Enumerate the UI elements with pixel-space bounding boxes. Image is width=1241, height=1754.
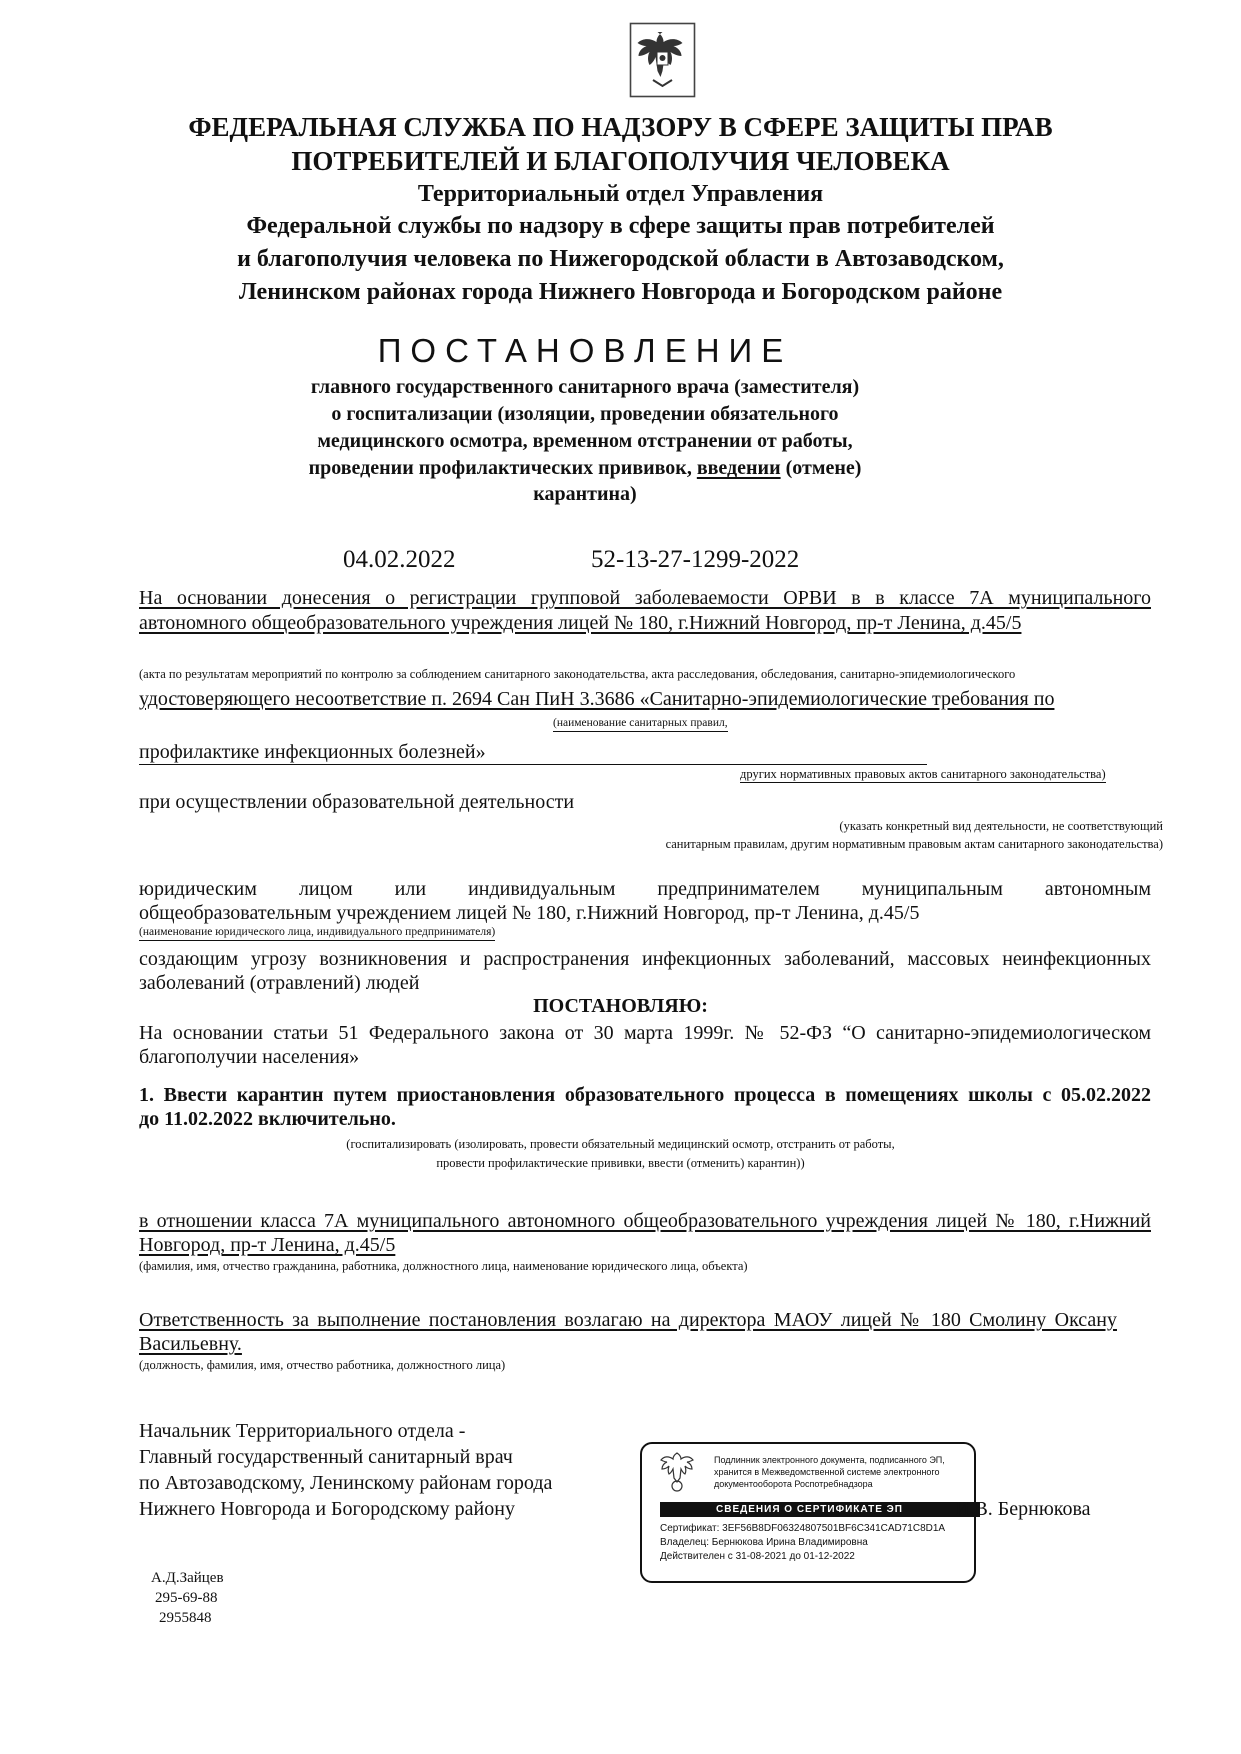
- document-date: 04.02.2022: [343, 546, 456, 573]
- entity-line-2: общеобразовательным учреждением лицей № 180, г.Нижний Новгород, пр-т Ленина, д.45/5: [139, 902, 920, 924]
- entity-caption: (наименование юридического лица, индивидуального предпринимателя): [139, 924, 495, 941]
- violation-line-1: удостоверяющего несоответствие п. 2694 Сан ПиН 3.3686 «Санитарно-эпидемиологические требования по: [139, 688, 1055, 710]
- stamp-note-line: хранится в Межведомственной системе электронного: [714, 1467, 940, 1477]
- stamp-note-line: Подлинник электронного документа, подписанного ЭП,: [714, 1455, 945, 1465]
- responsibility-line-2: Васильевну.: [139, 1333, 242, 1355]
- threat-line-1: создающим угрозу возникновения и распространения инфекционных заболеваний, массовых неинфекционных: [139, 948, 1151, 970]
- department-line-4: Ленинском районах города Нижнего Новгорода и Богородском районе: [238, 279, 1003, 305]
- electronic-signature-stamp: [640, 1442, 976, 1583]
- department-line-1: Территориальный отдел Управления: [417, 181, 824, 207]
- violation-caption-2: других нормативных правовых актов санитарного законодательства): [740, 767, 1106, 781]
- document-number: 52-13-27-1299-2022: [591, 546, 800, 573]
- entity-line-1: юридическим лицом или индивидуальным предпринимателем муниципальным автономным: [139, 878, 1151, 900]
- certificate-details: [660, 1522, 945, 1564]
- basis-line-1: На основании донесения о регистрации групповой заболеваемости ОРВИ в в классе 7А муниципального: [139, 587, 1151, 609]
- basis-line-2: автономного общеобразовательного учреждения лицей № 180, г.Нижний Новгород, пр-т Ленина, д.45/5: [139, 612, 1022, 634]
- resolution-item-1-line-1: 1. Ввести карантин путем приостановления образовательного процесса в помещениях школы с 05.02.2022: [139, 1084, 1151, 1106]
- resolution-heading: ПОСТАНОВЛЯЮ:: [533, 995, 708, 1017]
- subtitle-selected-option: введении: [696, 457, 781, 479]
- activity-line: при осуществлении образовательной деятельности: [139, 791, 575, 813]
- signer-title-line-4: Нижнего Новгорода и Богородскому району: [139, 1498, 515, 1520]
- threat-line-2: заболеваний (отравлений) людей: [139, 972, 420, 994]
- executor-phone: 2955848: [159, 1610, 212, 1626]
- violation-line-2: профилактике инфекционных болезней»: [139, 740, 927, 765]
- law-line-2: благополучии населения»: [139, 1046, 360, 1068]
- resolution-caption-1: (госпитализировать (изолировать, провести обязательный медицинский осмотр, отстранить от работы,: [346, 1137, 895, 1151]
- agency-header-line-2: ПОТРЕБИТЕЛЕЙ И БЛАГОПОЛУЧИЯ ЧЕЛОВЕКА: [291, 146, 950, 176]
- agency-header-line-1: ФЕДЕРАЛЬНАЯ СЛУЖБА ПО НАДЗОРУ В СФЕРЕ ЗАЩИТЫ ПРАВ: [188, 112, 1053, 142]
- executor-name: А.Д.Зайцев: [151, 1570, 224, 1586]
- subtitle-line-1: главного государственного санитарного врача (заместителя): [310, 376, 860, 398]
- subtitle-line-4: [0, 455, 1170, 481]
- stamp-note-line: документооборота Роспотребнадзора: [714, 1479, 873, 1489]
- stamp-note: [714, 1454, 945, 1490]
- certificate-owner: Владелец: Бернюкова Ирина Владимировна: [660, 1537, 868, 1548]
- executor-block: [151, 1568, 224, 1628]
- rospotrebnadzor-emblem-icon: [658, 1450, 696, 1494]
- responsibility-line-1: Ответственность за выполнение постановления возлагаю на директора МАОУ лицей № 180 Смолину Оксану: [139, 1309, 1117, 1331]
- target-line-2: Новгород, пр-т Ленина, д.45/5: [139, 1234, 396, 1256]
- certificate-validity: Действителен с 31-08-2021 до 01-12-2022: [660, 1551, 855, 1562]
- activity-caption-1: (указать конкретный вид деятельности, не соответствующий: [839, 819, 1163, 833]
- department-line-2: Федеральной службы по надзору в сфере защиты прав потребителей: [246, 213, 995, 239]
- subtitle-line-2: о госпитализации (изоляции, проведении обязательного: [331, 403, 839, 425]
- subtitle-line-3: медицинского осмотра, временном отстранении от работы,: [317, 430, 853, 452]
- activity-caption-2: санитарным правилам, другим нормативным правовым актам санитарного законодательства): [665, 837, 1163, 851]
- subtitle-text: (отмене): [780, 457, 862, 479]
- law-line-1: На основании статьи 51 Федерального закона от 30 марта 1999г. № 52-ФЗ “О санитарно-эпидемиологическом: [139, 1022, 1151, 1044]
- subtitle-line-5: карантина): [533, 483, 637, 505]
- signer-title-line-1: Начальник Территориального отдела -: [139, 1420, 466, 1442]
- signer-title-line-3: по Автозаводскому, Ленинскому районам города: [139, 1472, 553, 1494]
- target-line-1: в отношении класса 7А муниципального автономного общеобразовательного учреждения лицей № 180, г.Нижний: [139, 1210, 1151, 1232]
- department-line-3: и благополучия человека по Нижегородской области в Автозаводском,: [237, 246, 1004, 272]
- signer-name: И.В. Бернюкова: [955, 1498, 1091, 1520]
- resolution-caption-2: провести профилактические прививки, ввести (отменить) карантин)): [436, 1156, 805, 1170]
- executor-phone: 295-69-88: [155, 1590, 218, 1606]
- coat-of-arms-emblem: [629, 22, 696, 98]
- subtitle-text: проведении профилактических прививок,: [308, 457, 697, 479]
- document-title: ПОСТАНОВЛЕНИЕ: [377, 332, 793, 369]
- responsibility-caption: (должность, фамилия, имя, отчество работника, должностного лица): [139, 1358, 506, 1372]
- signer-title-line-2: Главный государственный санитарный врач: [139, 1446, 513, 1468]
- resolution-item-1-line-2: до 11.02.2022 включительно.: [139, 1108, 396, 1130]
- basis-caption: (акта по результатам мероприятий по контролю за соблюдением санитарного законодательства, акта расследования, обследования, санитарно-эпидемиологического: [139, 667, 1016, 681]
- certificate-banner: СВЕДЕНИЯ О СЕРТИФИКАТЕ ЭП: [660, 1502, 980, 1517]
- violation-caption-1: (наименование санитарных правил,: [553, 715, 728, 732]
- certificate-serial: Сертификат: 3EF56B8DF06324807501BF6C341CAD71C8D1A: [660, 1523, 946, 1534]
- target-caption: (фамилия, имя, отчество гражданина, работника, должностного лица, наименование юридического лица, объекта): [139, 1259, 748, 1273]
